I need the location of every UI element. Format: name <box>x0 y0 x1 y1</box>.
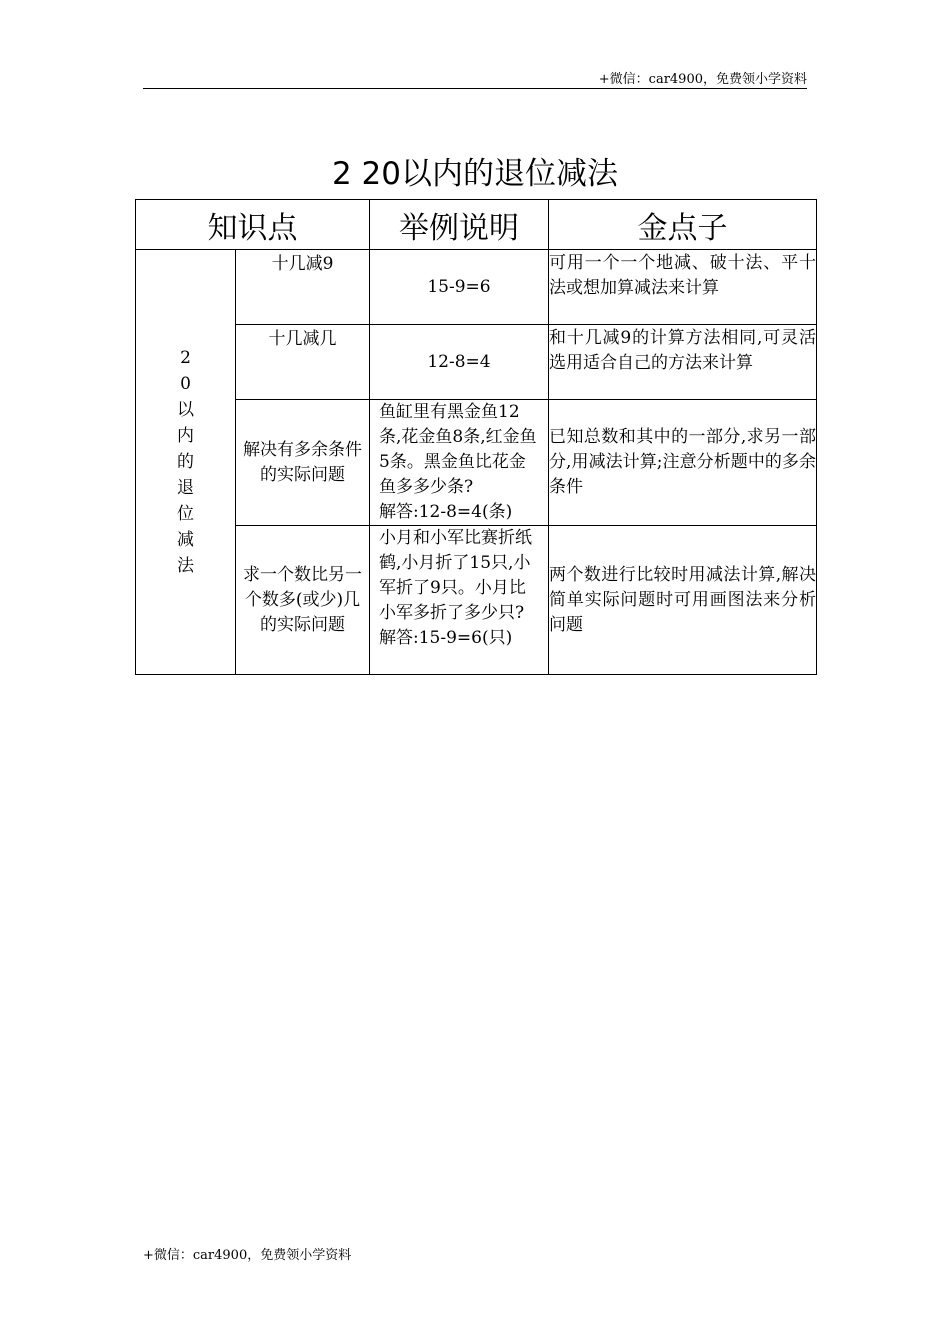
table-row <box>136 526 817 675</box>
table-row <box>136 400 817 526</box>
category-cell <box>136 250 236 675</box>
column-header-example: 举例说明 <box>370 200 549 250</box>
topic-cell: 十几减9 <box>236 250 370 325</box>
example-problem: 鱼缸里有黑金鱼12条,花金鱼8条,红金鱼5条。黑金鱼比花金鱼多多少条? <box>379 402 537 497</box>
topic-cell: 十几减几 <box>236 325 370 400</box>
tip-cell: 可用一个一个地减、破十法、平十法或想加算减法来计算 <box>549 250 817 325</box>
example-cell <box>370 526 549 675</box>
tip-cell: 两个数进行比较时用减法计算,解决简单实际问题时可用画图法来分析问题 <box>549 526 817 675</box>
table-row <box>136 325 817 400</box>
topic-cell: 求一个数比另一个数多(或少)几的实际问题 <box>236 526 370 675</box>
topic-cell: 解决有多余条件的实际问题 <box>236 400 370 526</box>
example-problem: 小月和小军比赛折纸鹤,小月折了15只,小军折了9只。小月比小军多折了多少只? <box>379 528 532 623</box>
column-header-knowledge: 知识点 <box>136 200 370 250</box>
category-label: 20以内的退位减法 <box>177 348 194 576</box>
example-cell: 15-9=6 <box>370 250 549 325</box>
table-row <box>136 250 817 325</box>
column-header-tips: 金点子 <box>549 200 817 250</box>
tip-cell: 和十几减9的计算方法相同,可灵活选用适合自己的方法来计算 <box>549 325 817 400</box>
table-header-row <box>136 200 817 250</box>
knowledge-table <box>135 199 817 675</box>
example-answer: 解答:12-8=4(条) <box>379 502 513 522</box>
footer-text: +微信：car4900，免费领小学资料 <box>143 1248 352 1263</box>
example-answer: 解答:15-9=6(只) <box>379 628 513 648</box>
header-rule <box>143 88 807 89</box>
tip-cell: 已知总数和其中的一部分,求另一部分,用减法计算;注意分析题中的多余条件 <box>549 400 817 526</box>
header-text: +微信：car4900，免费领小学资料 <box>598 72 807 87</box>
example-cell: 12-8=4 <box>370 325 549 400</box>
example-cell <box>370 400 549 526</box>
page-title: 2 20以内的退位减法 <box>331 156 619 192</box>
